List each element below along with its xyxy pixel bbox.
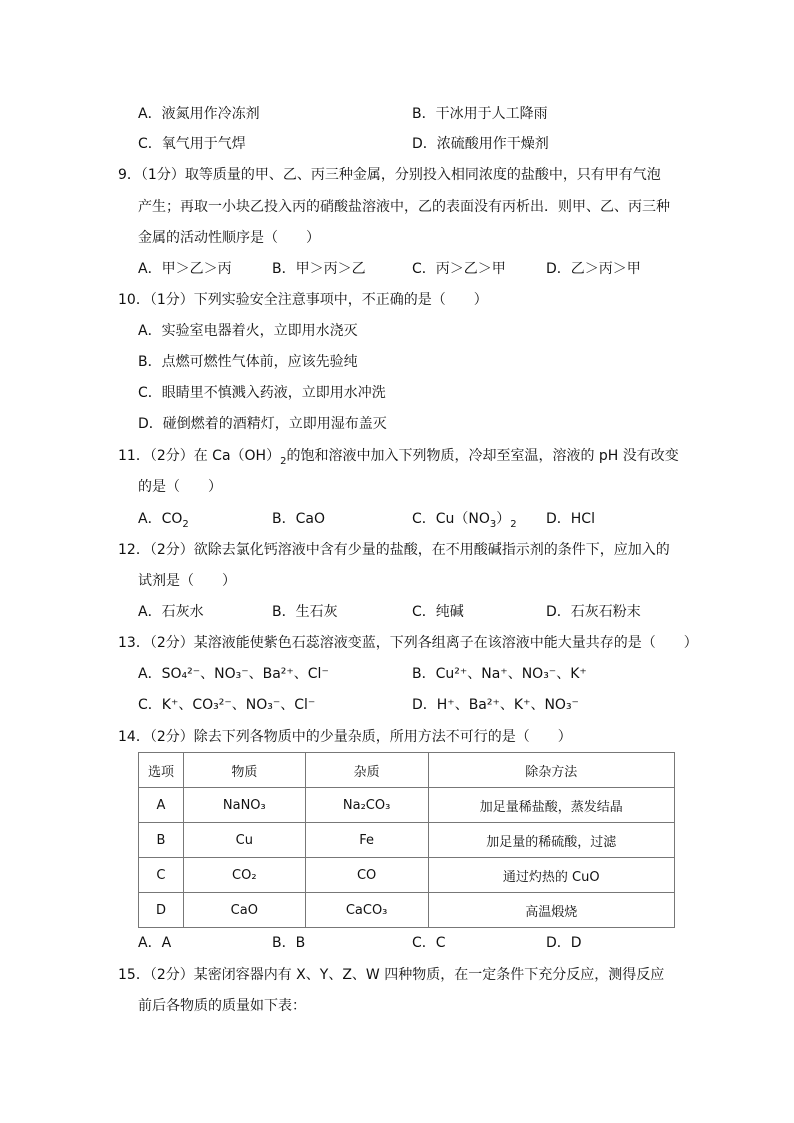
q13-option-c: C．K⁺、CO₃²⁻、NO₃⁻、Cl⁻ xyxy=(138,697,316,713)
table-row xyxy=(139,893,675,928)
table-header: 除杂方法 xyxy=(428,753,674,788)
table-row xyxy=(139,858,675,893)
q11-option-a-sub: 2 xyxy=(182,518,189,530)
q12-option-c: C．纯碱 xyxy=(412,604,464,620)
q9-option-d: D．乙＞丙＞甲 xyxy=(546,261,641,277)
q11-option-d: D．HCl xyxy=(546,511,595,527)
table-cell: Na₂CO₃ xyxy=(305,788,428,823)
q9-option-b: B．甲＞丙＞乙 xyxy=(272,261,366,277)
q15-stem-line-2: 前后各物质的质量如下表： xyxy=(138,998,306,1014)
q14-option-d: D．D xyxy=(546,935,582,951)
q8-option-b: B．干冰用于人工降雨 xyxy=(412,106,548,122)
q14-option-c: C．C xyxy=(412,935,446,951)
table-cell: NaNO₃ xyxy=(183,788,305,823)
table-cell: 高温煅烧 xyxy=(428,893,674,928)
q12-option-a: A．石灰水 xyxy=(138,604,204,620)
q10-option-b: B．点燃可燃性气体前，应该先验纯 xyxy=(138,354,358,370)
q12-option-b: B．生石灰 xyxy=(272,604,338,620)
table-cell: 加足量稀盐酸，蒸发结晶 xyxy=(428,788,674,823)
table-cell: 通过灼热的 CuO xyxy=(428,858,674,893)
q10-stem: 10．（1分）下列实验安全注意事项中，不正确的是（ ） xyxy=(118,292,488,308)
q13-option-b: B．Cu²⁺、Na⁺、NO₃⁻、K⁺ xyxy=(412,666,587,682)
q11-stem-line-1 xyxy=(118,446,679,466)
table-cell: CO xyxy=(305,858,428,893)
q9-stem-line-2: 产生；再取一小块乙投入丙的硝酸盐溶液中，乙的表面没有丙析出．则甲、乙、丙三种 xyxy=(138,199,670,215)
q14-option-b: B．B xyxy=(272,935,306,951)
q15-stem-line-1: 15．（2分）某密闭容器内有 X、Y、Z、W 四种物质，在一定条件下充分反应，测得反应 xyxy=(118,967,665,983)
q11-option-a-text: A．CO xyxy=(138,511,183,527)
table-cell: CaCO₃ xyxy=(305,893,428,928)
q14-table xyxy=(138,752,675,928)
q9-option-a: A．甲＞乙＞丙 xyxy=(138,261,232,277)
table-cell: A xyxy=(139,788,184,823)
q8-option-a: A．液氮用作冷冻剂 xyxy=(138,106,260,122)
q11-stem-sub: 2 xyxy=(280,455,287,467)
table-cell: CaO xyxy=(183,893,305,928)
table-cell: Fe xyxy=(305,823,428,858)
q8-option-c: C．氧气用于气焊 xyxy=(138,136,246,152)
table-cell: Cu xyxy=(183,823,305,858)
q11-stem-line-2: 的是（ ） xyxy=(138,479,222,495)
q9-option-c: C．丙＞乙＞甲 xyxy=(412,261,506,277)
q11-stem-part-2: 的饱和溶液中加入下列物质，冷却至室温，溶液的 pH 没有改变 xyxy=(286,448,679,464)
table-cell: B xyxy=(139,823,184,858)
q12-stem-line-2: 试剂是（ ） xyxy=(138,573,236,589)
table-row xyxy=(139,788,675,823)
q13-option-d: D．H⁺、Ba²⁺、K⁺、NO₃⁻ xyxy=(412,697,579,713)
q11-option-c xyxy=(412,509,517,529)
q10-option-c: C．眼睛里不慎溅入药液，立即用水冲洗 xyxy=(138,385,386,401)
q11-option-c-sub: 3 xyxy=(489,518,497,530)
q13-stem: 13．（2分）某溶液能使紫色石蕊溶液变蓝，下列各组离子在该溶液中能大量共存的是（ ） xyxy=(118,635,698,651)
table-cell: 加足量的稀硫酸，过滤 xyxy=(428,823,674,858)
table-header: 选项 xyxy=(139,753,184,788)
table-cell: C xyxy=(139,858,184,893)
q14-stem: 14．（2分）除去下列各物质中的少量杂质，所用方法不可行的是（ ） xyxy=(118,729,572,745)
table-header: 物质 xyxy=(183,753,305,788)
table-header-row xyxy=(139,753,675,788)
table-row xyxy=(139,823,675,858)
q10-option-a: A．实验室电器着火，立即用水浇灭 xyxy=(138,323,358,339)
q9-stem-line-1: 9．（1分）取等质量的甲、乙、丙三种金属，分别投入相同浓度的盐酸中，只有甲有气泡 xyxy=(118,167,661,183)
q11-option-c-end: ） xyxy=(496,511,511,527)
table-cell: CO₂ xyxy=(183,858,305,893)
table-header: 杂质 xyxy=(305,753,428,788)
q11-option-c-sub2: 2 xyxy=(510,518,517,530)
q13-option-a: A．SO₄²⁻、NO₃⁻、Ba²⁺、Cl⁻ xyxy=(138,666,329,682)
q11-option-a xyxy=(138,509,189,529)
q8-option-d: D．浓硫酸用作干燥剂 xyxy=(412,136,549,152)
q12-option-d: D．石灰石粉末 xyxy=(546,604,641,620)
q10-option-d: D．碰倒燃着的酒精灯，立即用湿布盖灭 xyxy=(138,416,387,432)
q11-option-c-text: C．Cu（NO xyxy=(412,511,490,527)
q11-option-b: B．CaO xyxy=(272,511,325,527)
q11-stem-part-1: 11．（2分）在 Ca（OH） xyxy=(118,448,281,464)
q9-stem-line-3: 金属的活动性顺序是（ ） xyxy=(138,230,320,246)
table-cell: D xyxy=(139,893,184,928)
q14-option-a: A．A xyxy=(138,935,172,951)
q12-stem-line-1: 12．（2分）欲除去氯化钙溶液中含有少量的盐酸，在不用酸碱指示剂的条件下，应加入的 xyxy=(118,542,670,558)
